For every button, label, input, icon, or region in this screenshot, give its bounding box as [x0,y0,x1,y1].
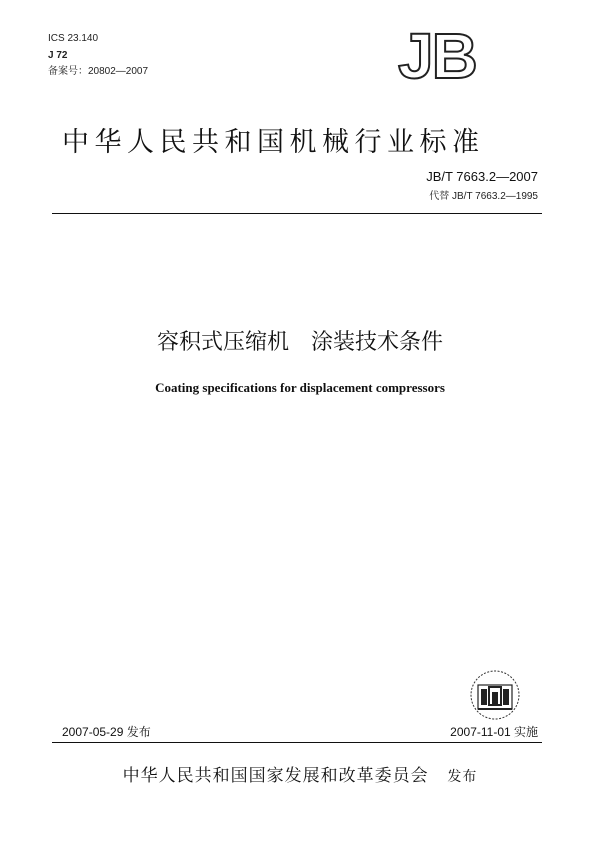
standard-category-title: 中华人民共和国机械行业标准 [62,127,485,158]
standard-number: JB/T 7663.2—2007 [426,169,538,184]
record-number: 备案号：20802—2007 [48,66,149,77]
ccs-code: J 72 [48,50,68,61]
jb-logo: JB [398,20,476,92]
document-title-chinese: 容积式压缩机 涂装技术条件 [156,330,443,355]
footer-divider [52,742,542,743]
publish-date: 2007-05-29 发布 [62,725,151,739]
replaces-standard: 代替 JB/T 7663.2—1995 [429,191,538,202]
issuer-action: 发布 [447,769,478,785]
document-title-english: Coating specifications for displacement compressors [155,380,445,395]
issuing-authority [0,761,600,786]
header-divider [52,213,542,214]
effective-date: 2007-11-01 实施 [450,725,538,739]
issuer-name: 中华人民共和国国家发展和改革委员会 [122,766,429,786]
ics-code: ICS 23.140 [48,33,99,44]
publisher-seal-icon [466,665,524,723]
